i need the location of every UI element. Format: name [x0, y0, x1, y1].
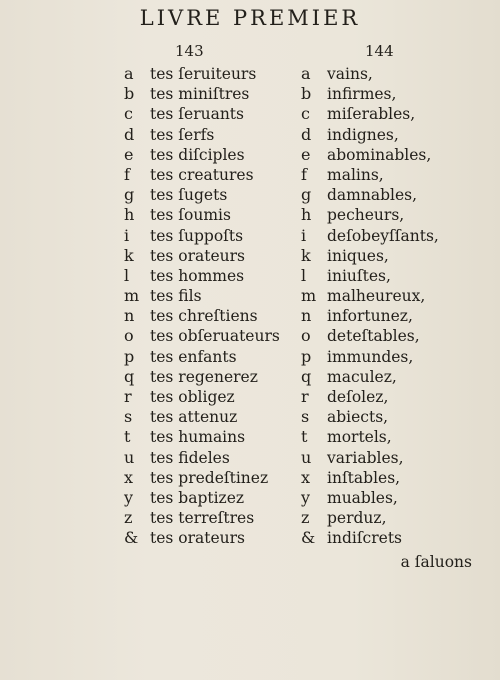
entry-text: tes hommes: [150, 266, 245, 285]
right-column-entry: [301, 165, 461, 185]
entry-letter: i: [301, 225, 307, 245]
entry-letter: l: [301, 265, 307, 285]
entry-text: tes ſeruiteurs: [150, 65, 257, 83]
entry-text: tes fideles: [150, 448, 230, 467]
right-column-entry: [301, 104, 461, 124]
left-column-entry: [124, 125, 294, 145]
entry-text: vains,: [327, 65, 373, 83]
entry-text: tes orateurs: [150, 246, 246, 265]
entry-letter: g: [301, 185, 312, 205]
entry-text: tes creatures: [150, 165, 254, 184]
entry-text: tes fils: [150, 287, 202, 306]
entry-letter: l: [124, 265, 130, 285]
entry-text: tes obligez: [150, 388, 235, 406]
entry-letter: e: [301, 144, 311, 164]
left-column-entry: [124, 185, 294, 205]
entry-text: miſerables,: [327, 105, 416, 124]
left-column-entry: [124, 64, 294, 84]
entry-text: pecheurs,: [327, 206, 405, 225]
entry-text: tes attenuz: [150, 408, 238, 427]
entry-text: tes ſerfs: [150, 125, 215, 144]
entry-text: indignes,: [327, 125, 399, 144]
entry-letter: n: [124, 306, 135, 326]
entry-text: tes baptizez: [150, 488, 245, 507]
left-column-entry: [124, 266, 294, 286]
entry-letter: r: [124, 387, 132, 406]
left-column-entry: [124, 468, 294, 488]
entry-text: tes ſugets: [150, 186, 228, 205]
right-column-entry: [301, 488, 461, 508]
entry-letter: e: [124, 144, 134, 164]
entry-letter: u: [124, 447, 135, 467]
entry-text: tes regenerez: [150, 367, 258, 386]
right-column-entry: [301, 427, 461, 447]
right-column-entry: [301, 286, 461, 306]
right-column-entry: [301, 125, 461, 145]
left-word-column: [124, 64, 294, 549]
left-column-entry: [124, 387, 294, 407]
entry-letter: k: [301, 245, 311, 265]
entry-text: tes ſeruants: [150, 105, 244, 124]
left-column-entry: [124, 84, 294, 104]
entry-letter: a: [301, 64, 311, 83]
entry-letter: b: [124, 84, 135, 104]
entry-text: abominables,: [327, 145, 432, 164]
right-column-entry: [301, 326, 461, 346]
left-column-entry: [124, 205, 294, 225]
entry-text: tes terreſtres: [150, 509, 255, 528]
entry-text: perduz,: [327, 509, 387, 528]
entry-text: iniuſtes,: [327, 266, 391, 285]
entry-text: muables,: [327, 488, 398, 507]
right-column-entry: [301, 306, 461, 326]
left-column-entry: [124, 488, 294, 508]
entry-letter: f: [124, 164, 130, 184]
right-column-entry: [301, 448, 461, 468]
entry-letter: a: [124, 64, 134, 83]
entry-text: abiects,: [327, 408, 389, 427]
entry-text: indiſcrets: [327, 529, 403, 548]
entry-text: mortels,: [327, 428, 392, 447]
left-column-entry: [124, 226, 294, 246]
entry-text: infirmes,: [327, 85, 397, 104]
entry-letter: q: [301, 366, 312, 386]
right-column-entry: [301, 185, 461, 205]
entry-letter: g: [124, 185, 135, 205]
entry-text: tes orateurs: [150, 529, 246, 548]
entry-letter: &: [301, 528, 316, 548]
entry-letter: i: [124, 225, 130, 245]
entry-text: iniques,: [327, 246, 389, 265]
entry-text: deteſtables,: [327, 327, 420, 346]
entry-text: tes enfants: [150, 347, 237, 366]
left-column-entry: [124, 104, 294, 124]
left-column-entry: [124, 367, 294, 387]
entry-letter: o: [301, 326, 311, 346]
entry-letter: n: [301, 306, 312, 326]
entry-text: tes ſuppoſts: [150, 226, 244, 245]
entry-letter: m: [301, 286, 317, 306]
entry-letter: d: [301, 124, 312, 144]
entry-letter: s: [301, 407, 310, 427]
entry-letter: c: [301, 104, 310, 124]
left-column-entry: [124, 165, 294, 185]
entry-letter: h: [124, 205, 135, 225]
entry-letter: u: [301, 447, 312, 467]
entry-text: immundes,: [327, 347, 414, 366]
entry-text: inſtables,: [327, 468, 401, 487]
entry-letter: h: [301, 205, 312, 225]
entry-letter: z: [301, 508, 310, 528]
right-column-entry: [301, 226, 461, 246]
right-column-entry: [301, 246, 461, 266]
entry-letter: z: [124, 508, 133, 528]
entry-text: tes ſoumis: [150, 206, 231, 225]
catchword: a ſaluons: [400, 553, 472, 571]
page-number-left: 143: [175, 42, 204, 60]
entry-letter: m: [124, 286, 140, 306]
right-word-column: [301, 64, 461, 549]
left-column-entry: [124, 306, 294, 326]
entry-letter: k: [124, 245, 134, 265]
running-head: LIVRE PREMIER: [139, 6, 361, 30]
entry-letter: t: [124, 427, 131, 447]
left-column-entry: [124, 528, 294, 548]
left-column-entry: [124, 347, 294, 367]
entry-letter: r: [301, 387, 309, 406]
entry-letter: y: [301, 487, 311, 507]
entry-text: tes miniſtres: [150, 85, 250, 104]
entry-letter: s: [124, 407, 133, 427]
left-column-entry: [124, 246, 294, 266]
entry-letter: y: [124, 487, 134, 507]
right-column-entry: [301, 347, 461, 367]
entry-letter: q: [124, 366, 135, 386]
right-column-entry: [301, 508, 461, 528]
page-number-right: 144: [365, 42, 394, 60]
entry-letter: f: [301, 164, 307, 184]
right-column-entry: [301, 468, 461, 488]
entry-letter: p: [301, 346, 312, 366]
right-column-entry: [301, 387, 461, 407]
entry-text: deſolez,: [327, 388, 389, 406]
entry-letter: x: [124, 467, 134, 487]
left-column-entry: [124, 508, 294, 528]
entry-text: tes diſciples: [150, 145, 245, 164]
left-column-entry: [124, 407, 294, 427]
right-column-entry: [301, 64, 461, 84]
right-column-entry: [301, 145, 461, 165]
entry-letter: &: [124, 528, 139, 548]
right-column-entry: [301, 367, 461, 387]
entry-text: tes humains: [150, 428, 246, 447]
entry-letter: x: [301, 467, 311, 487]
entry-text: tes chreſtiens: [150, 307, 258, 326]
entry-text: tes predeſtinez: [150, 468, 269, 487]
entry-letter: d: [124, 124, 135, 144]
right-column-entry: [301, 84, 461, 104]
entry-text: maculez,: [327, 367, 397, 386]
left-column-entry: [124, 286, 294, 306]
entry-text: infortunez,: [327, 307, 413, 326]
left-column-entry: [124, 326, 294, 346]
entry-text: deſobeyſſants,: [327, 226, 439, 245]
right-column-entry: [301, 266, 461, 286]
entry-letter: p: [124, 346, 135, 366]
entry-text: variables,: [327, 448, 404, 467]
entry-letter: b: [301, 84, 312, 104]
right-column-entry: [301, 205, 461, 225]
left-column-entry: [124, 448, 294, 468]
right-column-entry: [301, 528, 461, 548]
left-column-entry: [124, 145, 294, 165]
right-column-entry: [301, 407, 461, 427]
left-column-entry: [124, 427, 294, 447]
entry-text: tes obſeruateurs: [150, 327, 280, 346]
entry-text: damnables,: [327, 186, 418, 205]
entry-letter: t: [301, 427, 308, 447]
entry-letter: o: [124, 326, 134, 346]
entry-letter: c: [124, 104, 133, 124]
entry-text: malheureux,: [327, 287, 426, 306]
entry-text: malins,: [327, 165, 384, 184]
